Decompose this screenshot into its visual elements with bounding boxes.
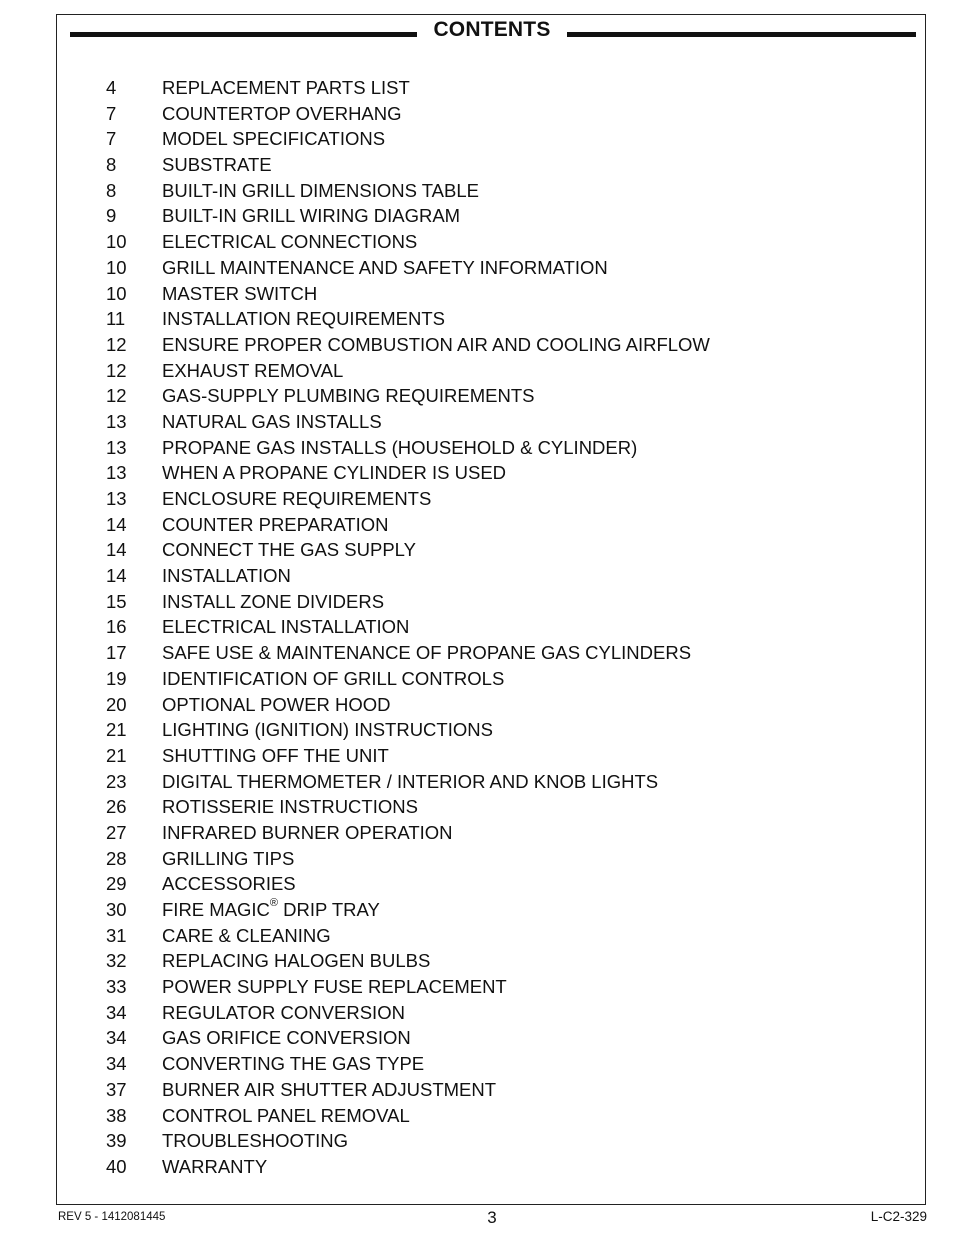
toc-page-number: 39 xyxy=(106,1130,127,1152)
toc-entry xyxy=(0,1051,954,1077)
toc-entry xyxy=(0,1025,954,1051)
toc-entry-title xyxy=(162,486,431,512)
toc-entry-title xyxy=(162,692,391,718)
toc-entry-title xyxy=(162,306,445,332)
toc-page-number: 27 xyxy=(106,821,127,843)
toc-page-number: 16 xyxy=(106,616,127,638)
toc-page-number: 12 xyxy=(106,385,127,407)
toc-page-number: 37 xyxy=(106,1078,127,1100)
toc-title-text: CONNECT THE GAS SUPPLY xyxy=(162,539,416,561)
toc-title-text: ENSURE PROPER COMBUSTION AIR AND COOLING AIRFLOW xyxy=(162,333,710,355)
toc-page-number: 13 xyxy=(106,488,127,509)
toc-title-text: SAFE USE & MAINTENANCE OF PROPANE GAS CYLINDERS xyxy=(162,642,692,664)
toc-entry-title xyxy=(162,1128,348,1154)
toc-page-number: 12 xyxy=(106,333,127,355)
toc-entry xyxy=(0,435,954,461)
toc-entry xyxy=(0,75,954,101)
toc-title-text: INSTALL ZONE DIVIDERS xyxy=(162,590,385,612)
toc-entry xyxy=(0,614,954,640)
toc-page-number: 10 xyxy=(106,256,127,278)
toc-page-number: 12 xyxy=(106,359,127,381)
toc-entry xyxy=(0,563,954,589)
heading-rule-left xyxy=(70,32,417,37)
contents-heading: CONTENTS xyxy=(433,18,551,41)
toc-title-text: BURNER AIR SHUTTER ADJUSTMENT xyxy=(162,1078,497,1100)
toc-title-text: BUILT-IN GRILL DIMENSIONS TABLE xyxy=(162,179,479,201)
toc-entry xyxy=(0,589,954,615)
toc-entry-title xyxy=(162,229,417,255)
toc-entry-title xyxy=(162,974,507,1000)
toc-title-text: GAS-SUPPLY PLUMBING REQUIREMENTS xyxy=(162,385,535,407)
toc-entry-title xyxy=(162,460,506,486)
toc-entry-title xyxy=(162,1000,405,1026)
toc-entry xyxy=(0,692,954,718)
toc-entry xyxy=(0,229,954,255)
toc-page-number: 21 xyxy=(106,719,127,741)
toc-page-number: 8 xyxy=(106,179,117,201)
toc-title-text: BUILT-IN GRILL WIRING DIAGRAM xyxy=(162,205,461,227)
toc-page-number: 7 xyxy=(106,102,117,124)
toc-title-text: OPTIONAL POWER HOOD xyxy=(162,693,391,715)
toc-entry xyxy=(0,1077,954,1103)
toc-page-number: 28 xyxy=(106,847,127,869)
toc-entry xyxy=(0,409,954,435)
toc-entry xyxy=(0,512,954,538)
toc-entry xyxy=(0,846,954,872)
toc-page-number: 19 xyxy=(106,667,127,689)
toc-title-text: REPLACING HALOGEN BULBS xyxy=(162,950,431,972)
toc-page-number: 14 xyxy=(106,539,127,561)
toc-entry xyxy=(0,460,954,486)
toc-title-text: DIGITAL THERMOMETER / INTERIOR AND KNOB LIGHTS xyxy=(162,770,659,792)
toc-title-text: ENCLOSURE REQUIREMENTS xyxy=(162,488,432,509)
toc-page-number: 21 xyxy=(106,744,127,766)
toc-entry xyxy=(0,255,954,281)
toc-page-number: 10 xyxy=(106,282,127,304)
toc-page-number: 15 xyxy=(106,590,127,612)
toc-entry xyxy=(0,1154,954,1180)
toc-entry-title xyxy=(162,126,385,152)
toc-entry xyxy=(0,743,954,769)
toc-entry-title xyxy=(162,640,691,666)
toc-title-text: SHUTTING OFF THE UNIT xyxy=(162,744,389,766)
toc-title-text: REGULATOR CONVERSION xyxy=(162,1001,405,1023)
toc-entry-title xyxy=(162,281,317,307)
toc-title-suffix: DRIP TRAY xyxy=(278,899,380,920)
toc-title-text: FIRE MAGIC xyxy=(162,899,270,920)
toc-entry xyxy=(0,383,954,409)
toc-title-text: ROTISSERIE INSTRUCTIONS xyxy=(162,796,418,818)
toc-entry-title xyxy=(162,152,272,178)
toc-entry-title xyxy=(162,1154,267,1180)
toc-page-number: 11 xyxy=(106,308,126,330)
toc-entry xyxy=(0,640,954,666)
toc-entry-title xyxy=(162,203,460,229)
toc-entry-title xyxy=(162,743,389,769)
toc-page-number: 9 xyxy=(106,205,117,227)
toc-entry-title xyxy=(162,101,402,127)
toc-title-text: COUNTER PREPARATION xyxy=(162,513,389,535)
toc-title-text: NATURAL GAS INSTALLS xyxy=(162,410,382,432)
toc-entry xyxy=(0,1000,954,1026)
toc-title-text: GAS ORIFICE CONVERSION xyxy=(162,1027,411,1049)
toc-entry xyxy=(0,974,954,1000)
page-number: 3 xyxy=(487,1208,497,1227)
toc-title-text: INSTALLATION xyxy=(162,565,291,587)
toc-title-text: ELECTRICAL INSTALLATION xyxy=(162,616,410,638)
toc-entry xyxy=(0,769,954,795)
toc-entry-title xyxy=(162,948,430,974)
toc-title-text: ACCESSORIES xyxy=(162,873,296,895)
toc-entry xyxy=(0,820,954,846)
toc-entry-title xyxy=(162,1103,410,1129)
toc-entry-title xyxy=(162,358,343,384)
toc-entry-title xyxy=(162,897,380,923)
toc-page-number: 10 xyxy=(106,231,127,253)
toc-title-text: WARRANTY xyxy=(162,1155,268,1177)
toc-entry xyxy=(0,358,954,384)
toc-title-text: MASTER SWITCH xyxy=(162,282,318,304)
toc-title-text: REPLACEMENT PARTS LIST xyxy=(162,77,410,98)
toc-entry-title xyxy=(162,923,331,949)
toc-page-number: 26 xyxy=(106,796,127,818)
toc-page-number: 33 xyxy=(106,976,127,998)
toc-title-text: POWER SUPPLY FUSE REPLACEMENT xyxy=(162,976,507,998)
toc-page-number: 7 xyxy=(106,128,117,150)
toc-entry xyxy=(0,1103,954,1129)
toc-page-number: 13 xyxy=(106,436,127,458)
toc-entry xyxy=(0,666,954,692)
toc-entry-title xyxy=(162,614,409,640)
revision-label: REV 5 - 1412081445 xyxy=(58,1211,166,1223)
toc-entry-title xyxy=(162,512,388,538)
toc-entry-title xyxy=(162,255,608,281)
toc-page-number: 13 xyxy=(106,410,127,432)
toc-page-number: 34 xyxy=(106,1001,127,1023)
toc-page-number: 14 xyxy=(106,565,127,587)
toc-entry xyxy=(0,897,954,923)
toc-title-text: COUNTERTOP OVERHANG xyxy=(162,102,402,124)
toc-title-text: TROUBLESHOOTING xyxy=(162,1130,349,1152)
toc-entry xyxy=(0,281,954,307)
toc-entry-title xyxy=(162,383,534,409)
toc-entry-title xyxy=(162,769,658,795)
toc-page-number: 34 xyxy=(106,1053,127,1075)
toc-entry-title xyxy=(162,332,710,358)
toc-entry xyxy=(0,923,954,949)
toc-entry xyxy=(0,152,954,178)
toc-page-number: 14 xyxy=(106,513,127,535)
toc-title-text: ELECTRICAL CONNECTIONS xyxy=(162,231,418,253)
document-code: L-C2-329 xyxy=(870,1209,927,1224)
toc-entry-title xyxy=(162,717,493,743)
toc-page-number: 4 xyxy=(106,77,117,98)
toc-title-text: GRILL MAINTENANCE AND SAFETY INFORMATION xyxy=(162,256,608,278)
toc-entry xyxy=(0,178,954,204)
toc-entry-title xyxy=(162,563,291,589)
table-of-contents xyxy=(0,75,954,1180)
toc-entry-title xyxy=(162,666,504,692)
toc-title-text: SUBSTRATE xyxy=(162,154,272,176)
toc-page-number: 29 xyxy=(106,873,127,895)
toc-page-number: 23 xyxy=(106,770,127,792)
toc-entry xyxy=(0,537,954,563)
toc-title-text: EXHAUST REMOVAL xyxy=(162,359,344,381)
toc-entry xyxy=(0,101,954,127)
toc-entry-title xyxy=(162,75,410,101)
toc-entry-title xyxy=(162,435,637,461)
toc-entry-title xyxy=(162,589,384,615)
toc-entry xyxy=(0,306,954,332)
toc-entry-title xyxy=(162,871,296,897)
toc-entry-title xyxy=(162,1025,411,1051)
toc-entry xyxy=(0,1128,954,1154)
toc-title-text: WHEN A PROPANE CYLINDER IS USED xyxy=(162,462,507,484)
toc-entry xyxy=(0,203,954,229)
toc-entry xyxy=(0,717,954,743)
toc-entry-title xyxy=(162,794,418,820)
toc-title-text: CARE & CLEANING xyxy=(162,924,331,946)
toc-page-number: 40 xyxy=(106,1155,127,1177)
toc-title-text: IDENTIFICATION OF GRILL CONTROLS xyxy=(162,667,505,689)
toc-entry xyxy=(0,332,954,358)
toc-entry-title xyxy=(162,820,453,846)
toc-entry-title xyxy=(162,846,294,872)
toc-entry-title xyxy=(162,1077,496,1103)
toc-entry xyxy=(0,486,954,512)
toc-page-number: 32 xyxy=(106,950,127,972)
registered-mark: ® xyxy=(269,896,279,909)
toc-title-text: CONVERTING THE GAS TYPE xyxy=(162,1053,425,1075)
toc-entry xyxy=(0,948,954,974)
toc-title-text: INFRARED BURNER OPERATION xyxy=(162,821,453,843)
toc-page-number: 13 xyxy=(106,462,127,484)
toc-entry-title xyxy=(162,178,479,204)
toc-page-number: 31 xyxy=(106,924,127,946)
toc-entry xyxy=(0,871,954,897)
toc-page-number: 8 xyxy=(106,154,117,176)
toc-page-number: 20 xyxy=(106,693,127,715)
toc-entry xyxy=(0,126,954,152)
toc-entry-title xyxy=(162,409,382,435)
toc-title-text: GRILLING TIPS xyxy=(162,847,295,869)
toc-title-text: INSTALLATION REQUIREMENTS xyxy=(162,308,446,330)
toc-title-text: LIGHTING (IGNITION) INSTRUCTIONS xyxy=(162,719,493,741)
toc-page-number: 38 xyxy=(106,1104,127,1126)
toc-entry-title xyxy=(162,537,416,563)
toc-page-number: 17 xyxy=(106,642,127,664)
heading-rule-right xyxy=(567,32,916,37)
toc-entry xyxy=(0,794,954,820)
toc-title-text: MODEL SPECIFICATIONS xyxy=(162,128,386,150)
toc-title-text: PROPANE GAS INSTALLS (HOUSEHOLD & CYLINDER) xyxy=(162,436,638,458)
toc-page-number: 34 xyxy=(106,1027,127,1049)
toc-entry-title xyxy=(162,1051,424,1077)
toc-title-text: CONTROL PANEL REMOVAL xyxy=(162,1104,410,1126)
toc-page-number: 30 xyxy=(106,899,127,920)
